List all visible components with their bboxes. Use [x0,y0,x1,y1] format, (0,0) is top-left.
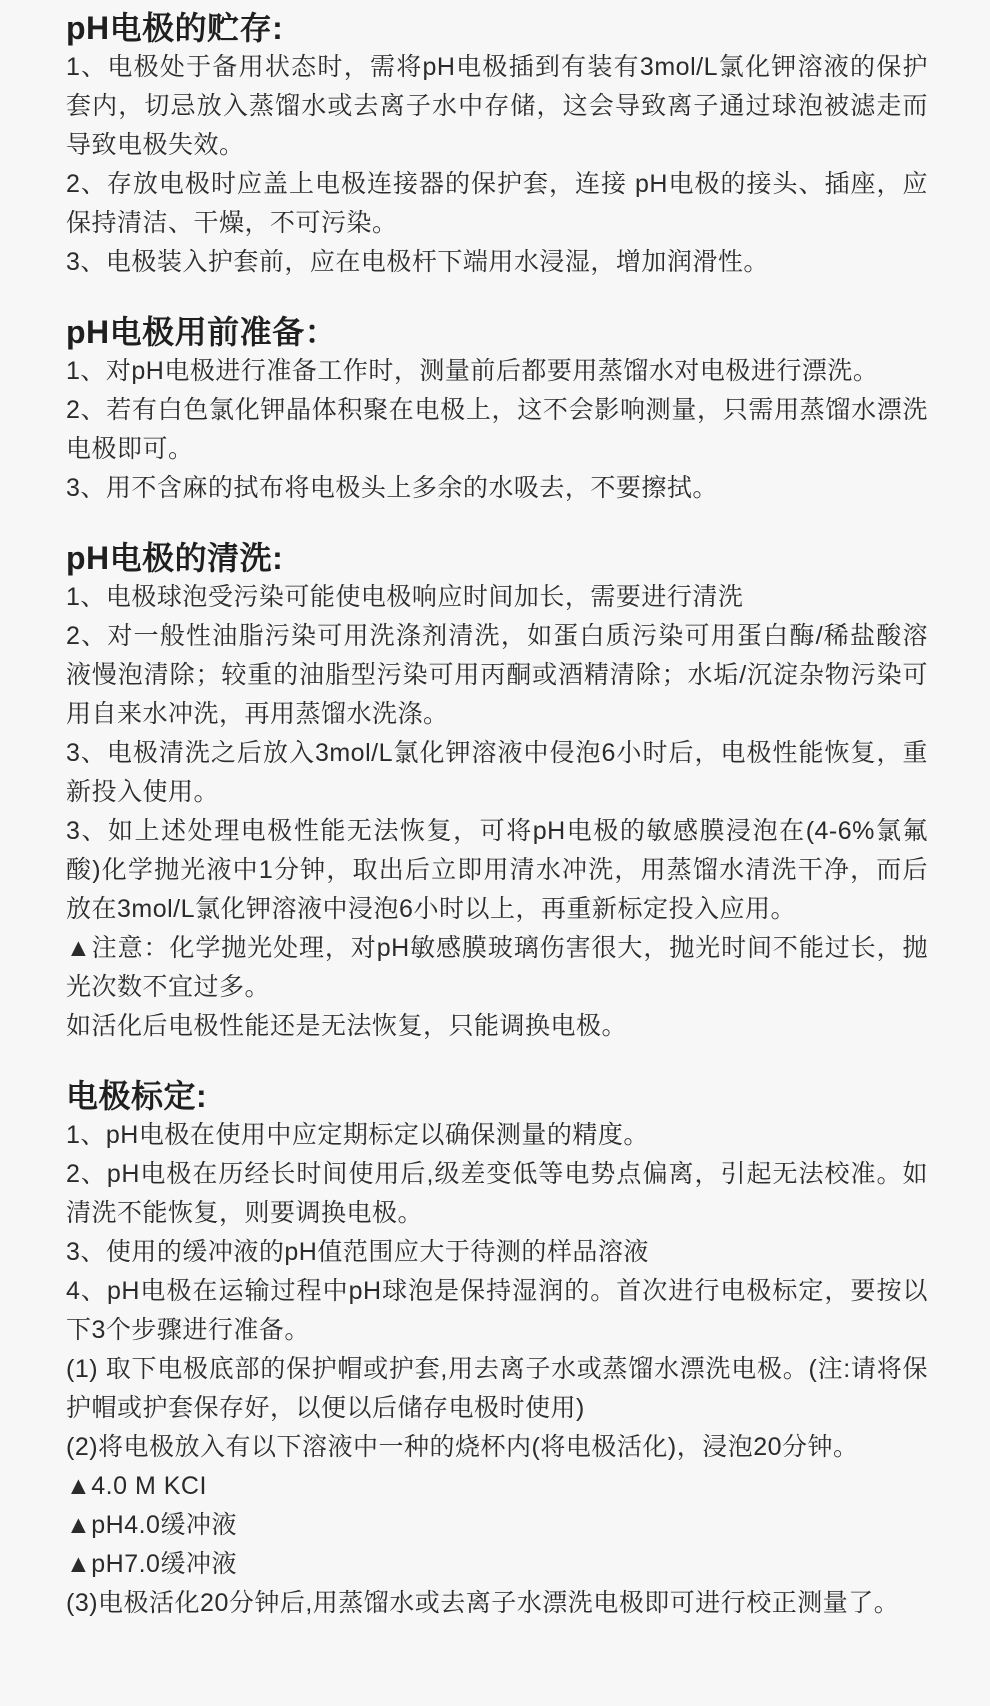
paragraph: 2、若有白色氯化钾晶体积聚在电极上，这不会影响测量，只需用蒸馏水漂洗电极即可。 [66,396,928,463]
section-title: 电极标定: [66,1078,208,1114]
paragraph: 1、对pH电极进行准备工作时，测量前后都要用蒸馏水对电极进行漂洗。 [66,357,879,385]
section-title: pH电极的清洗: [66,540,284,576]
paragraph: (2)将电极放入有以下溶液中一种的烧杯内(将电极活化)，浸泡20分钟。 [66,1433,859,1461]
paragraph: 2、pH电极在历经长时间使用后,级差变低等电势点偏离，引起无法校准。如清洗不能恢复，则要调换电极。 [66,1160,928,1227]
paragraph: 1、电极处于备用状态时，需将pH电极插到有装有3mol/L氯化钾溶液的保护套内，切忌放入蒸馏水或去离子水中存储，这会导致离子通过球泡被滤走而导致电极失效。 [66,53,928,159]
paragraph: 1、电极球泡受污染可能使电极响应时间加长，需要进行清洗 [66,583,744,611]
list-item-solution-ph7: ▲pH7.0缓冲液 [66,1550,237,1578]
section-ph-electrode-cleaning [66,538,928,1046]
paragraph: 3、如上述处理电极性能无法恢复，可将pH电极的敏感膜浸泡在(4-6%氯氟酸)化学抛光液中1分钟，取出后立即用清水冲洗，用蒸馏水清洗干净，而后放在3mol/L氯化钾溶液中浸泡6小时以上，再重新标定投入应用。 [66,817,928,923]
paragraph: 如活化后电极性能还是无法恢复，只能调换电极。 [66,1012,628,1040]
section-electrode-calibration [66,1076,928,1623]
section-title: pH电极的贮存: [66,10,284,46]
paragraph: 2、存放电极时应盖上电极连接器的保护套，连接 pH电极的接头、插座，应保持清洁、干燥，不可污染。 [66,170,928,237]
paragraph: 1、pH电极在使用中应定期标定以确保测量的精度。 [66,1121,649,1149]
paragraph: (3)电极活化20分钟后,用蒸馏水或去离子水漂洗电极即可进行校正测量了。 [66,1589,900,1617]
list-item-solution-kcl: ▲4.0 M KCI [66,1472,207,1500]
section-title: pH电极用前准备： [66,314,338,350]
section-ph-electrode-preparation [66,312,928,508]
list-item-solution-ph4: ▲pH4.0缓冲液 [66,1511,237,1539]
paragraph: (1) 取下电极底部的保护帽或护套,用去离子水或蒸馏水漂洗电极。(注:请将保护帽或护套保存好，以便以后储存电极时使用) [66,1355,928,1422]
paragraph: 3、使用的缓冲液的pH值范围应大于待测的样品溶液 [66,1238,649,1266]
paragraph: 3、电极清洗之后放入3mol/L氯化钾溶液中侵泡6小时后，电极性能恢复，重新投入使用。 [66,739,928,806]
paragraph: 4、pH电极在运输过程中pH球泡是保持湿润的。首次进行电极标定，要按以下3个步骤进行准备。 [66,1277,928,1344]
paragraph: 2、对一般性油脂污染可用洗涤剂清洗，如蛋白质污染可用蛋白酶/稀盐酸溶液慢泡清除；较重的油脂型污染可用丙酮或酒精清除；水垢/沉淀杂物污染可用自来水冲洗，再用蒸馏水洗涤。 [66,622,928,728]
section-ph-electrode-storage [66,8,928,282]
paragraph: 3、用不含麻的拭布将电极头上多余的水吸去，不要擦拭。 [66,474,718,502]
paragraph-warning: ▲注意：化学抛光处理，对pH敏感膜玻璃伤害很大，抛光时间不能过长，抛光次数不宜过多。 [66,934,928,1001]
paragraph: 3、电极装入护套前，应在电极杆下端用水浸湿，增加润滑性。 [66,248,769,276]
